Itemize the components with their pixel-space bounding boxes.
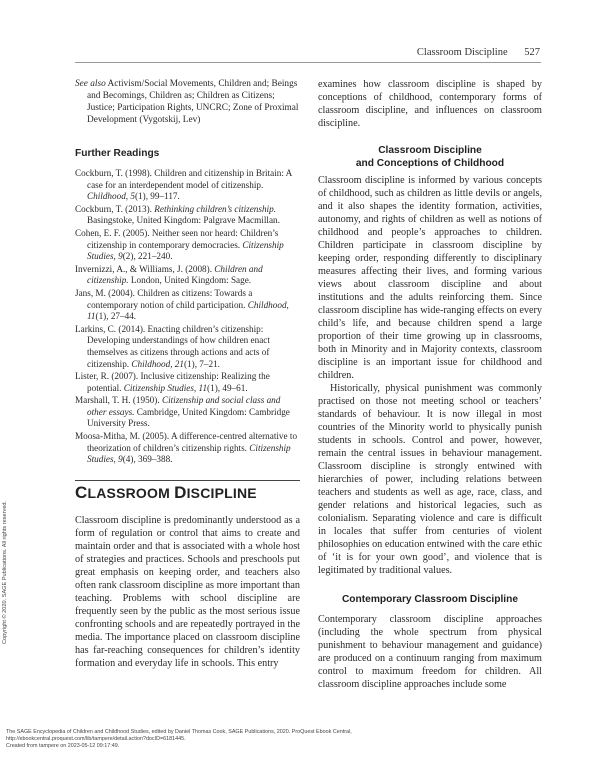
right-column [318,78,542,691]
see-also-text: Activism/Social Movements, Children and; Beings and Becomings, Children as; Children as Citizens; Justice; Participation Rights, UNCRC; Zone of Proximal Development (Vygotskij, Lev) [87,79,299,125]
reference-item: Cockburn, T. (1998). Children and citizenship in Britain: A case for an interdependent model of citizenship. Childhood, 5(1), 99–117. [75,168,292,202]
paragraph-contemporary: Contemporary classroom discipline approaches (including the whole spectrum from physical punishment to behaviour management and guidance) are produced on a continuum ranging from maximum control to maximum freedom for children. All classroom discipline approaches include some [318,614,542,690]
paragraph-conceptions: Classroom discipline is informed by various concepts of childhood, such as children as little devils or angels, and it also shapes the identity formation, activities, autonomy, and rights of children as well as notions of childhood and people’s approaches to children. Children participate in classroom discipline by keeping order, responding differently to disciplinary measures affecting their lives, and forming various views about classroom discipline and about institutions and the adults reinforcing them. Since classroom discipline has wide-ranging effects on every child’s life, and because children spend a large proportion of their time growing up in classrooms, both in Minority and in Majority contexts, classroom discipline is an important issue for childhood and children. [318,175,542,381]
reference-item: Cockburn, T. (2013). Rethinking children’s citizenship. Basingstoke, United Kingdom: Palgrave Macmillan. [75,203,280,226]
header-rule [75,62,541,63]
copyright-side-note: Copyright © 2020. SAGE Publications. All rights reserved. [2,500,8,644]
footer-url: http://ebookcentral.proquest.com/lib/tampere/detail.action?docID=6181445. [6,735,186,742]
reference-item: Marshall, T. H. (1950). Citizenship and social class and other essays. Cambridge, United Kingdom: Cambridge University Press. [75,395,290,429]
reference-item: Cohen, E. F. (2005). Neither seen nor heard: Children’s citizenship in contemporary democracies. Citizenship Studies, 9(2), 221–240. [75,227,284,262]
page-number: 527 [524,47,540,58]
subheading-contemporary: Contemporary Classroom Discipline [341,594,519,605]
running-header-title: Classroom Discipline [416,47,508,58]
subheading-conceptions: Classroom Discipline and Conceptions of Childhood [355,145,505,169]
page-footer [6,729,352,749]
paragraph-historically: Historically, physical punishment was commonly practised on those not meeting school or teachers’ standards of behaviour. It is now illegal in most countries of the Minority world to physically punish students in schools. Control and power, however, remain the central issues in behaviour management. Classroom discipline is strongly entwined with hierarchies of power, including relations between teachers and students as well as age, race, class, and gender relations and historical legacies, such as colonialism. Separating violence and care is difficult in locales that suffer from centuries of violent philosophies on education entwined with the care ethic of ‘it is for your own good’, and violence that is legitimated by traditional values. [318,383,542,576]
see-also-label: See also [75,79,106,89]
left-column [75,78,300,670]
section-rule [75,480,300,481]
see-also [75,78,300,126]
intro-paragraph: Classroom discipline is predominantly understood as a form of regulation or control that aims to create and maintain order and that is associated with a whole host of strategies and practices. Schools and preschools put great emphasis on keeping order, and teachers also often rank classroom discipline as more important than teaching. Problems with school discipline are frequently seen by the public as the most serious issue confronting schools and are repeatedly portrayed in the media. The importance placed on classroom discipline has far-reaching consequences for children’s identity formation and everyday life in schools. This entry [75,514,300,669]
reference-item: Moosa-Mitha, M. (2005). A difference-centred alternative to theorization of children’s citizenship rights. Citizenship Studies, 9(4), 369–388. [75,431,298,465]
running-header [417,47,540,58]
footer-created: Created from tampere on 2023-05-12 09:17:49. [6,742,120,749]
reference-item: Jans, M. (2004). Children as citizens: Towards a contemporary notion of child participation. Childhood, 11(1), 27–44. [75,287,289,322]
intro-continued: examines how classroom discipline is shaped by conceptions of childhood, contemporary forms of classroom discipline, and influences on classroom discipline. [318,79,542,129]
reference-item: Invernizzi, A., & Williams, J. (2008). Children and citizenship. London, United Kingdom: Sage. [75,263,263,286]
references-list [75,168,300,466]
section-title: CLASSROOM DISCIPLINE [75,482,257,502]
reference-item: Larkins, C. (2014). Enacting children’s citizenship: Developing understandings of how children enact themselves as citizens through actions and acts of citizenship. Childhood, 21(1), 7–21. [75,323,270,369]
footer-citation: The SAGE Encyclopedia of Children and Childhood Studies, edited by Daniel Thomas Cook, SAGE Publications, 2020. ProQuest Ebook Central, [6,729,352,735]
reference-item: Lister, R. (2007). Inclusive citizenship: Realizing the potential. Citizenship Studies, 11(1), 49–61. [75,371,270,393]
further-readings-heading: Further Readings [75,148,160,159]
